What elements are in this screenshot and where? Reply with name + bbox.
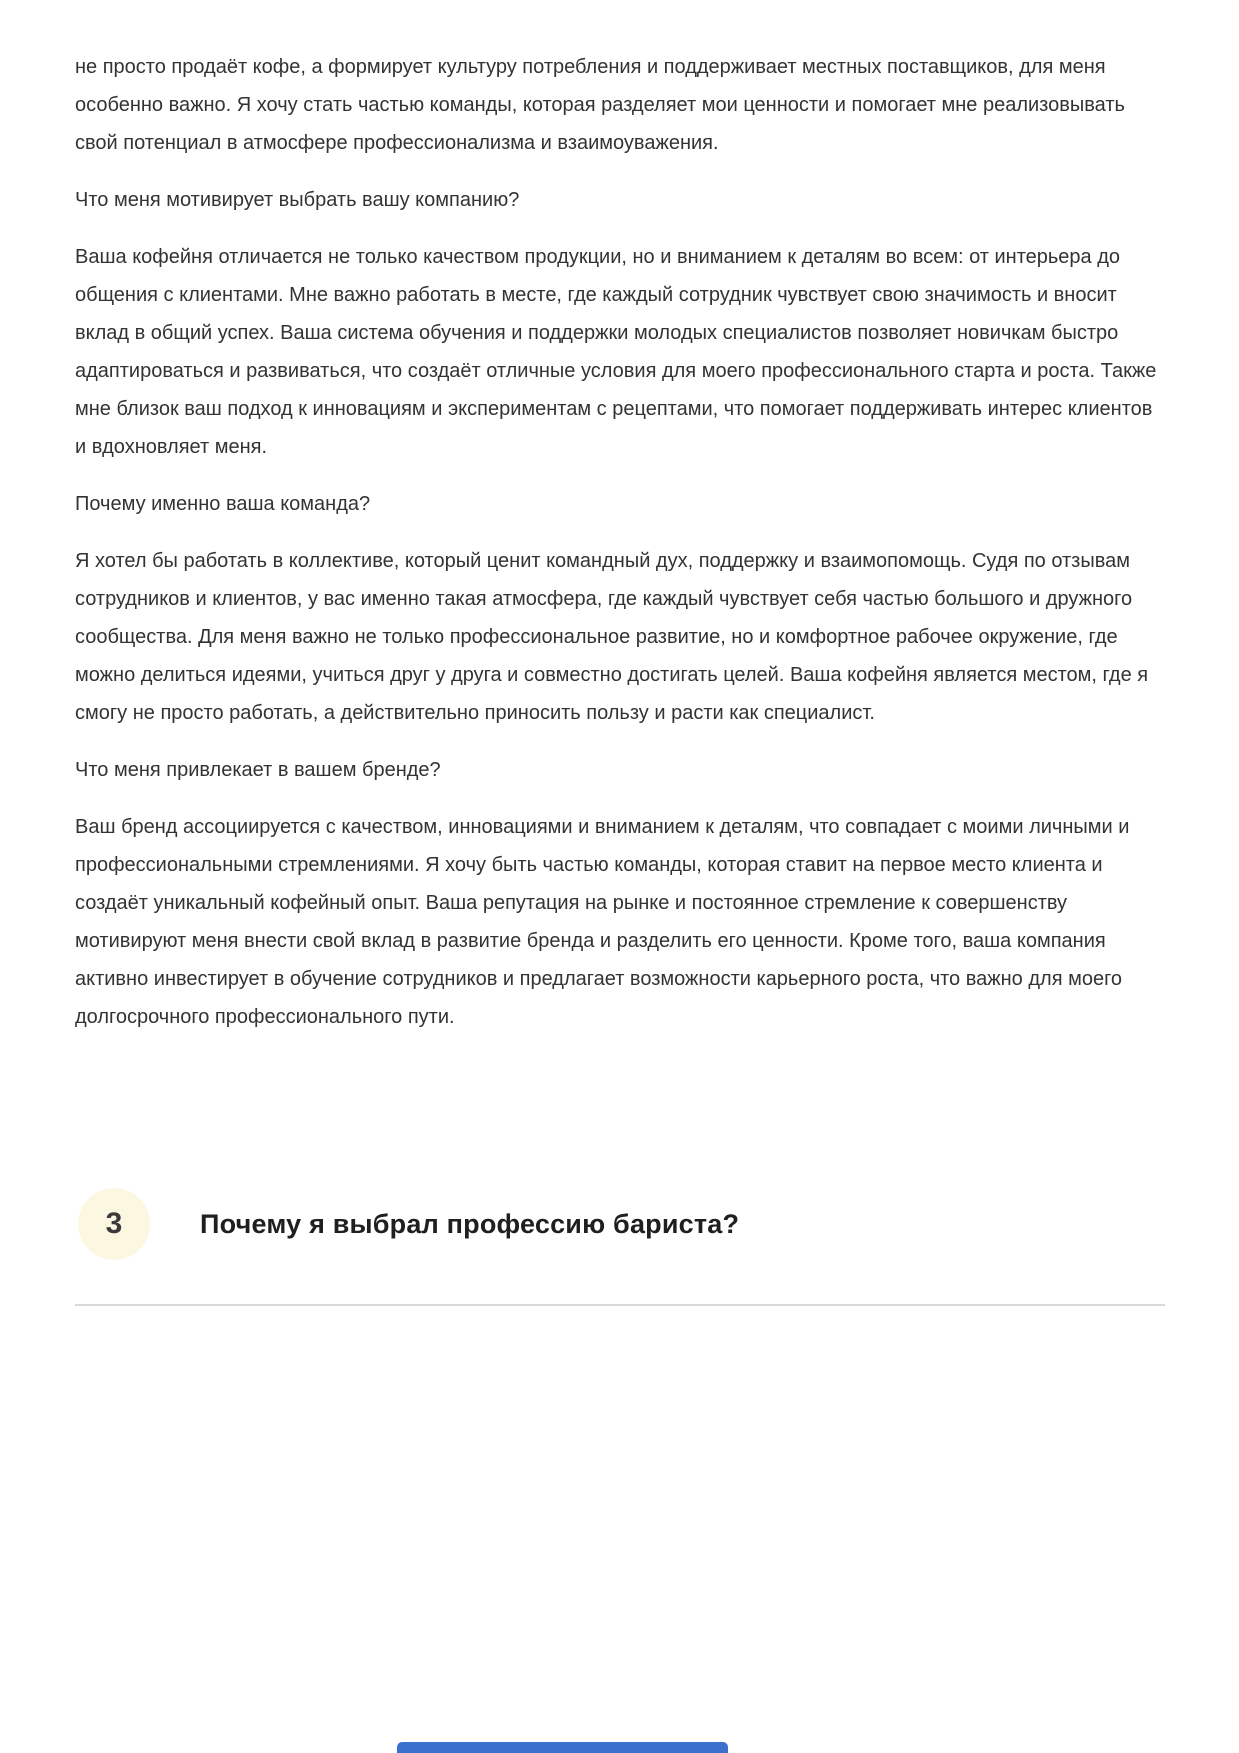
section-title: Почему я выбрал профессию бариста? bbox=[200, 1208, 740, 1239]
section-number-badge bbox=[78, 1188, 150, 1260]
paragraph: не просто продаёт кофе, а формирует культуру потребления и поддерживает местных поставщиков, для меня особенно важно. Я хочу стать частью команды, которая разделяет мои ценности и помогает мне реализовывать свой потенциал в атмосфере профессионализма и взаимоуважения. bbox=[75, 56, 1125, 154]
partial-blue-button[interactable] bbox=[397, 1742, 728, 1753]
question-heading: Что меня привлекает в вашем бренде? bbox=[75, 759, 441, 781]
question-heading: Что меня мотивирует выбрать вашу компанию? bbox=[75, 189, 520, 211]
paragraph: Я хотел бы работать в коллективе, который ценит командный дух, поддержку и взаимопомощь. Судя по отзывам сотрудников и клиентов, у вас именно такая атмосфера, где каждый чувствует себя частью большого и дружного сообщества. Для меня важно не только профессиональное развитие, но и комфортное рабочее окружение, где можно делиться идеями, учиться друг у друга и совместно достигать целей. Ваша кофейня является местом, где я смогу не просто работать, а действительно приносить пользу и расти как специалист. bbox=[75, 550, 1149, 724]
paragraph: Ваша кофейня отличается не только качеством продукции, но и вниманием к деталям во всем: от интерьера до общения с клиентами. Мне важно работать в месте, где каждый сотрудник чувствует свою значимость и вносит вклад в общий успех. Ваша система обучения и поддержки молодых специалистов позволяет новичкам быстро адаптироваться и развиваться, что создаёт отличные условия для моего профессионального старта и роста. Также мне близок ваш подход к инновациям и экспериментам с рецептами, что помогает поддерживать интерес клиентов и вдохновляет меня. bbox=[75, 246, 1157, 458]
paragraph: Ваш бренд ассоциируется с качеством, инновациями и вниманием к деталям, что совпадает с моими личными и профессиональными стремлениями. Я хочу быть частью команды, которая ставит на первое место клиента и создаёт уникальный кофейный опыт. Ваша репутация на рынке и постоянное стремление к совершенству мотивируют меня внести свой вклад в развитие бренда и разделить его ценности. Кроме того, ваша компания активно инвестирует в обучение сотрудников и предлагает возможности карьерного роста, что важно для моего долгосрочного профессионального пути. bbox=[75, 816, 1130, 1028]
question-heading: Почему именно ваша команда? bbox=[75, 493, 371, 515]
section-divider bbox=[75, 1304, 1165, 1306]
section-number: 3 bbox=[105, 1207, 123, 1240]
section-header bbox=[78, 1188, 1165, 1260]
